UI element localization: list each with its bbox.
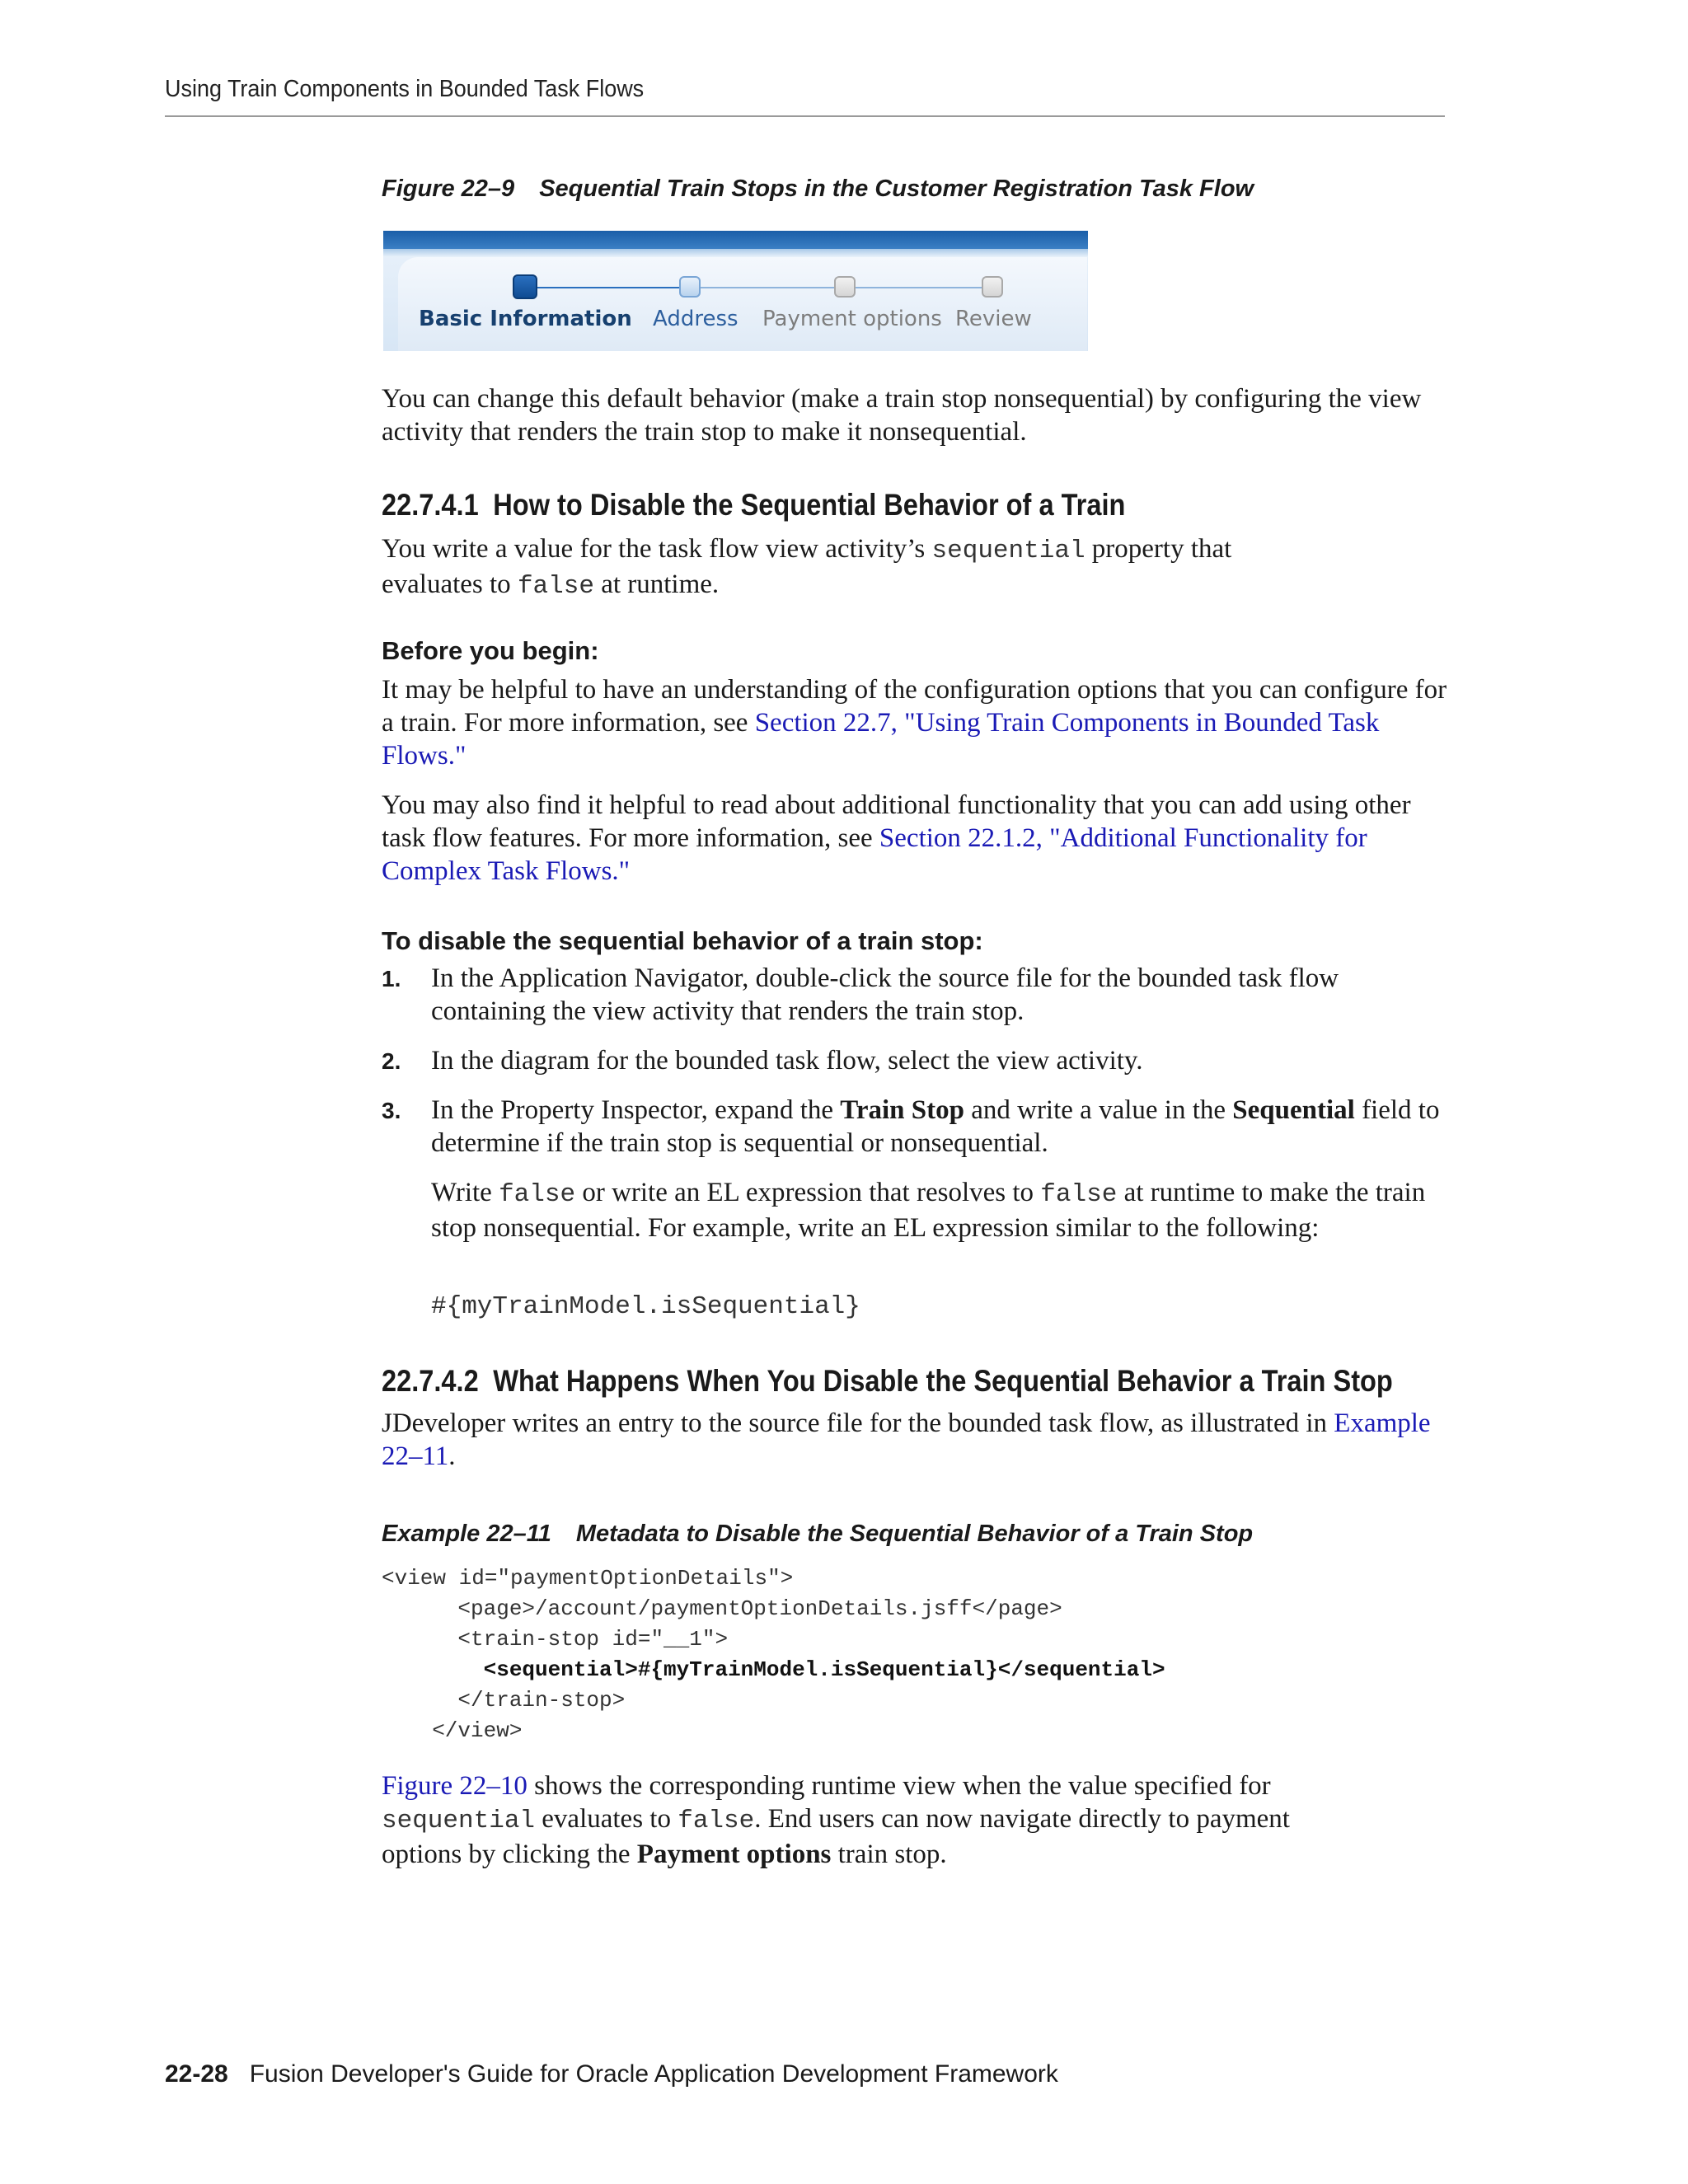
procedure-heading: To disable the sequential behavior of a train stop: <box>382 926 983 955</box>
train-stop-address[interactable] <box>679 276 701 298</box>
step-text: In the Property Inspector, expand the Train Stop and write a value in the Sequential field to determine if the train stop is sequential or nonsequential. <box>431 1095 1440 1158</box>
example-label: Example 22–11 <box>382 1521 551 1547</box>
running-header: Using Train Components in Bounded Task Flows <box>165 76 645 102</box>
el-expression: #{myTrainModel.isSequential} <box>431 1292 860 1321</box>
section-link[interactable]: Section 22.7, "Using Train Components in Bounded Task Flows." <box>382 708 1380 771</box>
section-heading: 22.7.4.1 How to Disable the Sequential Behavior of a Train <box>382 488 1126 522</box>
code-line: <view id="paymentOptionDetails"> <box>382 1566 794 1591</box>
train-figure-header-bar <box>383 231 1088 249</box>
book-title: Fusion Developer's Guide for Oracle Application Development Framework <box>249 2060 1058 2088</box>
example-title: Metadata to Disable the Sequential Behavior of a Train Stop <box>575 1521 1254 1547</box>
train-stop-label: Review <box>955 307 1032 331</box>
section-link[interactable]: Section 22.1.2, "Additional Functionality for Complex Task Flows." <box>382 823 1367 886</box>
code-line: </view> <box>406 1718 523 1743</box>
train-stop-basic-information[interactable] <box>513 274 537 299</box>
train-stop-payment-options <box>834 276 856 298</box>
page-number: 22-28 <box>165 2060 228 2088</box>
train-stop-label[interactable]: Address <box>653 307 738 331</box>
train-stop-label[interactable]: Basic Information <box>419 307 632 331</box>
step-number: 1. <box>382 966 401 991</box>
train-figure <box>383 231 1088 351</box>
step-paragraph: Write false or write an EL expression that resolves to false at runtime to make the train stop nonsequential. For example, write an EL expression similar to the following: <box>431 1178 1426 1243</box>
step-number: 3. <box>382 1098 401 1123</box>
figure-link[interactable]: Figure 22–10 <box>382 1771 528 1801</box>
page-footer <box>165 2060 1058 2088</box>
section-paragraph: JDeveloper writes an entry to the source file for the bounded task flow, as illustrated in Example 22–11. <box>382 1408 1431 1471</box>
figure-title: Sequential Train Stops in the Customer Registration Task Flow <box>539 176 1254 202</box>
closing-paragraph: Figure 22–10 shows the corresponding runtime view when the value specified for sequential evaluates to false. End users can now navigate directly to payment options by clicking the Payment options train stop. <box>382 1771 1290 1869</box>
step-text: In the diagram for the bounded task flow, select the view activity. <box>431 1046 1143 1076</box>
example-caption <box>382 1521 1253 1548</box>
train-stop-review <box>982 276 1003 298</box>
before-paragraph-1: It may be helpful to have an understanding of the configuration options that you can configure for a train. For more information, see Section 22.7, "Using Train Components in Bounded Task Flows." <box>382 675 1447 771</box>
intro-paragraph: You can change this default behavior (make a train stop nonsequential) by configuring the view activity that renders the train stop to make it nonsequential. <box>382 384 1422 447</box>
code-line: </train-stop> <box>406 1688 626 1713</box>
figure-label: Figure 22–9 <box>382 176 515 202</box>
example-link[interactable]: Example 22–11 <box>382 1408 1431 1471</box>
figure-caption <box>382 176 1254 203</box>
code-line: <sequential>#{myTrainModel.isSequential}</sequential> <box>406 1657 1165 1682</box>
step-number: 2. <box>382 1048 401 1074</box>
step-text: In the Application Navigator, double-click the source file for the bounded task flow containing the view activity that renders the train stop. <box>431 963 1339 1026</box>
before-you-begin-heading: Before you begin: <box>382 636 599 665</box>
code-line: <train-stop id="__1"> <box>406 1627 729 1652</box>
code-line: <page>/account/paymentOptionDetails.jsff</page> <box>406 1596 1062 1621</box>
section-heading: 22.7.4.2 What Happens When You Disable the Sequential Behavior a Train Stop <box>382 1364 1393 1398</box>
train-connector <box>525 287 690 288</box>
before-paragraph-2: You may also find it helpful to read about additional functionality that you can add using other task flow features. For more information, see Section 22.1.2, "Additional Functionality for Complex Task Flows." <box>382 790 1411 886</box>
header-rule <box>165 115 1445 117</box>
train-stop-label: Payment options <box>762 307 942 331</box>
section-paragraph: You write a value for the task flow view activity’s sequential property that evaluates to false at runtime. <box>382 534 1232 601</box>
